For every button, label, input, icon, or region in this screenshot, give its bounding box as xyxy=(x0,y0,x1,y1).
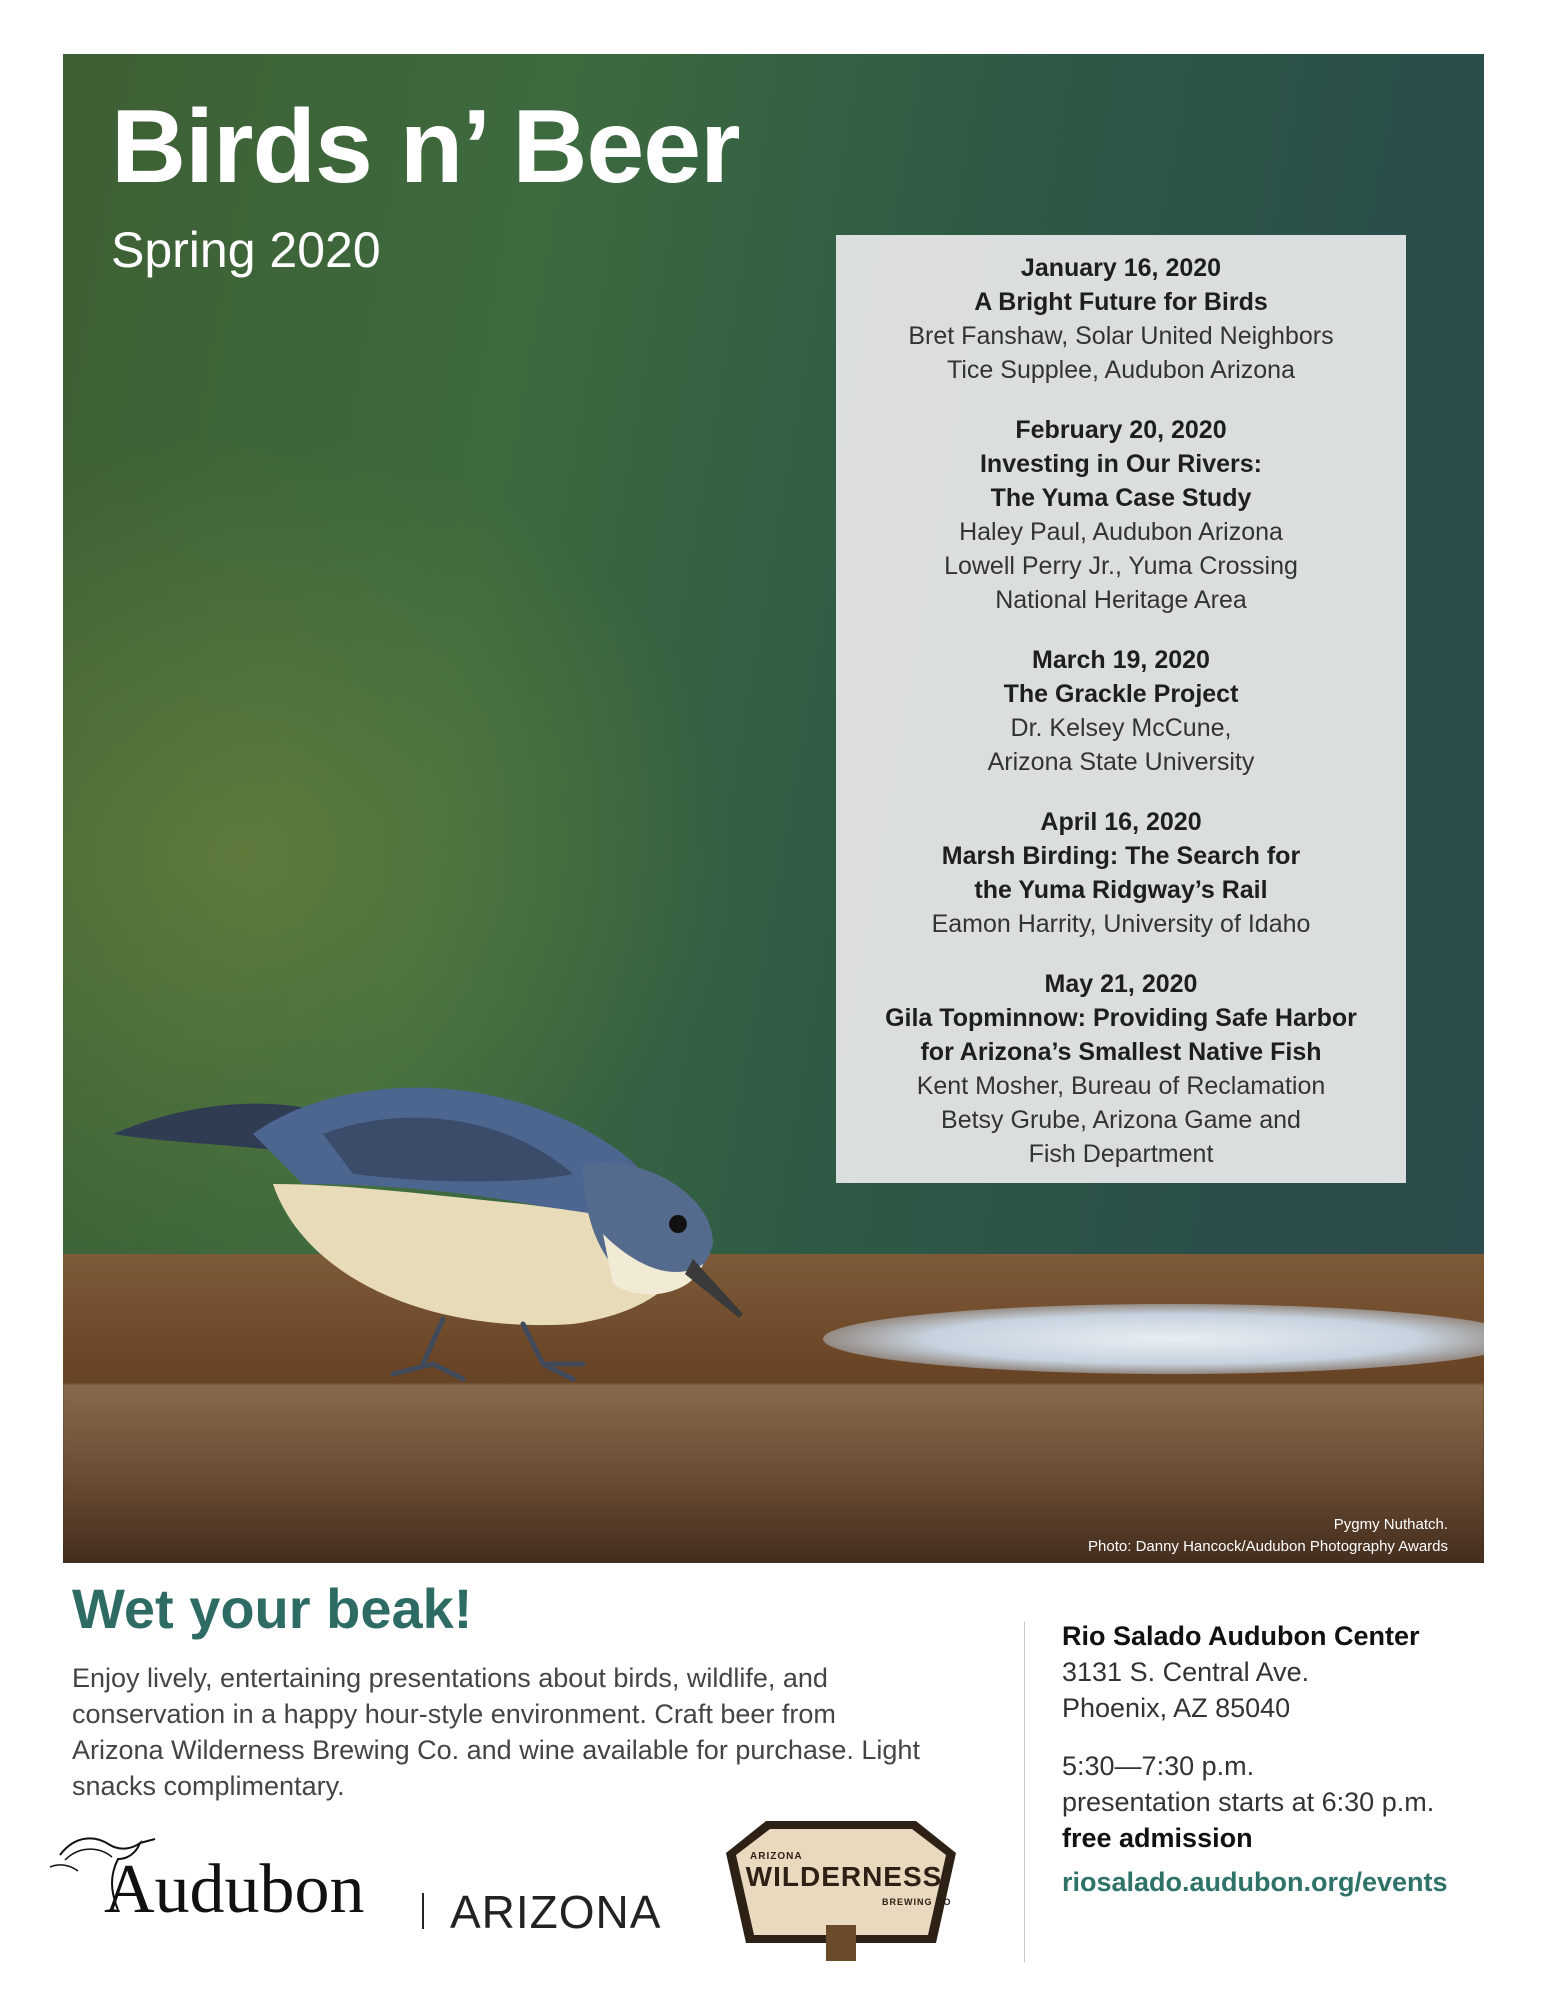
event-title: Investing in Our Rivers: xyxy=(979,450,1262,478)
presentation-time: presentation starts at 6:30 p.m. xyxy=(1062,1787,1435,1817)
nuthatch-bird-image xyxy=(103,1034,743,1394)
promo-description: Enjoy lively, entertaining presentations about birds, wildlife, and conservation in a happy hour-style environment. Craft beer from Arizona Wilderness Brewing Co. and wine available for purchase. Light snacks complimentary. xyxy=(72,1663,920,1801)
audubon-arizona-logo xyxy=(40,1815,680,1975)
photo-caption: Pygmy Nuthatch. xyxy=(1333,1516,1448,1533)
hero-photo xyxy=(63,54,1484,1563)
bird-eye xyxy=(669,1215,687,1233)
events-link[interactable]: riosalado.audubon.org/events xyxy=(1062,1867,1448,1897)
event-title: for Arizona’s Smallest Native Fish xyxy=(920,1038,1322,1066)
wilderness-top-text: ARIZONA xyxy=(750,1851,803,1862)
event-item xyxy=(846,251,1396,387)
event-speaker: Arizona State University xyxy=(987,748,1255,776)
event-speaker: Bret Fanshaw, Solar United Neighbors xyxy=(908,322,1334,350)
event-date: February 20, 2020 xyxy=(1015,416,1227,444)
event-title: Gila Topminnow: Providing Safe Harbor xyxy=(885,1004,1357,1032)
event-item xyxy=(846,643,1396,779)
event-date: April 16, 2020 xyxy=(1040,808,1202,836)
event-time: 5:30—7:30 p.m. xyxy=(1062,1751,1255,1781)
bird-beak xyxy=(685,1259,743,1318)
page-subtitle: Spring 2020 xyxy=(111,222,381,278)
bird-legs xyxy=(393,1319,583,1379)
photo-attribution: Photo: Danny Hancock/Audubon Photography Awards xyxy=(1088,1538,1448,1555)
event-speaker: Haley Paul, Audubon Arizona xyxy=(959,518,1283,546)
promo-headline: Wet your beak! xyxy=(72,1577,473,1640)
page-title: Birds n’ Beer xyxy=(111,89,740,205)
venue-address-line1: 3131 S. Central Ave. xyxy=(1062,1657,1310,1687)
venue-name: Rio Salado Audubon Center xyxy=(1062,1621,1420,1651)
event-item xyxy=(846,413,1396,617)
venue-address-line2: Phoenix, AZ 85040 xyxy=(1062,1693,1291,1723)
event-speaker: Tice Supplee, Audubon Arizona xyxy=(947,356,1295,384)
event-info xyxy=(1062,1618,1522,1900)
event-schedule-panel xyxy=(836,235,1406,1183)
spacer xyxy=(1062,1726,1522,1748)
event-speaker: Betsy Grube, Arizona Game and xyxy=(941,1106,1301,1134)
arizona-wilderness-logo xyxy=(706,1813,976,1963)
event-date: January 16, 2020 xyxy=(1020,254,1222,282)
event-date: May 21, 2020 xyxy=(1044,970,1198,998)
event-speaker: Dr. Kelsey McCune, xyxy=(1010,714,1232,742)
event-speaker: Lowell Perry Jr., Yuma Crossing xyxy=(944,552,1298,580)
event-speaker: Eamon Harrity, University of Idaho xyxy=(931,910,1311,938)
wilderness-main-text: WILDERNESS xyxy=(745,1861,943,1892)
event-title: Marsh Birding: The Search for xyxy=(941,842,1301,870)
logo-separator xyxy=(422,1893,424,1929)
event-title: The Grackle Project xyxy=(1003,680,1239,708)
audubon-wordmark: Audubon xyxy=(104,1851,365,1928)
column-divider xyxy=(1024,1622,1025,1962)
event-speaker: National Heritage Area xyxy=(995,586,1247,614)
wilderness-sub-text: BREWING CO xyxy=(882,1897,952,1907)
event-item xyxy=(846,805,1396,941)
event-speaker: Fish Department xyxy=(1028,1140,1214,1168)
event-speaker: Kent Mosher, Bureau of Reclamation xyxy=(916,1072,1326,1100)
event-title: the Yuma Ridgway’s Rail xyxy=(974,876,1268,904)
event-title: The Yuma Case Study xyxy=(990,484,1252,512)
admission-text: free admission xyxy=(1062,1823,1253,1853)
event-date: March 19, 2020 xyxy=(1032,646,1210,674)
event-title: A Bright Future for Birds xyxy=(974,288,1268,316)
photo-credit xyxy=(1088,1514,1448,1558)
audubon-state: ARIZONA xyxy=(450,1886,662,1938)
event-item xyxy=(846,967,1396,1171)
water-puddle xyxy=(823,1304,1484,1374)
